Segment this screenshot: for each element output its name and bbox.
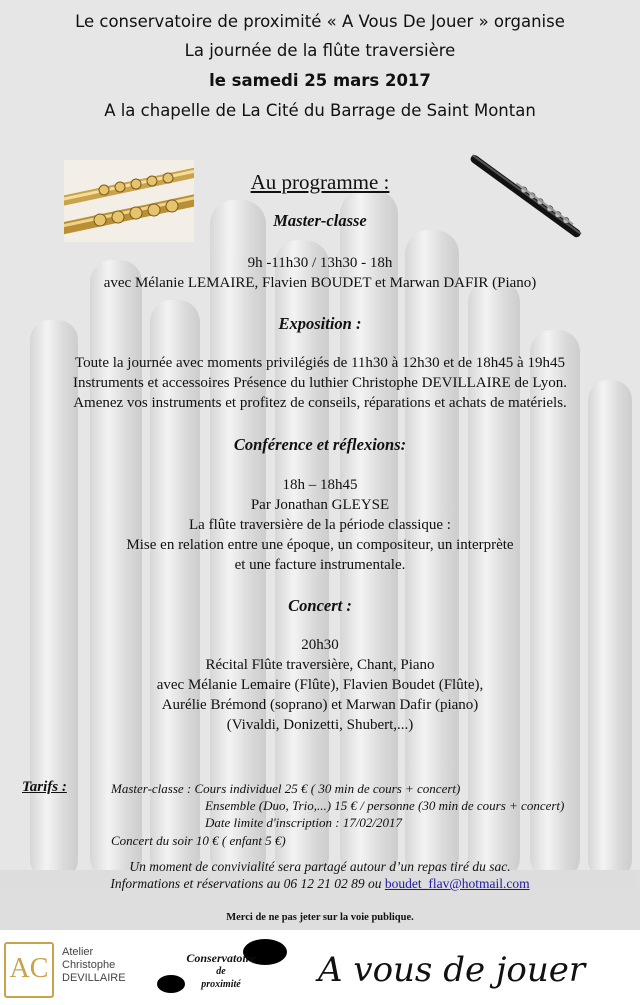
concert-title: Concert : [288, 596, 352, 615]
exposition-line-3: Amenez vos instruments et profitez de conseils, réparations et achats de matériels. [73, 395, 567, 411]
masterclass-teachers: avec Mélanie LEMAIRE, Flavien BOUDET et Marwan DAFIR (Piano) [103, 275, 537, 291]
exposition-line-2: Instruments et accessoires Présence du luthier Christophe DEVILLAIRE de Lyon. [72, 375, 568, 391]
concert-line-2: Récital Flûte traversière, Chant, Piano [205, 657, 435, 673]
tarif-deadline: Date limite d'inscription : 17/02/2017 [205, 815, 403, 830]
masterclass-hours: 9h -11h30 / 13h30 - 18h [247, 255, 393, 271]
tarif-concert: Concert du soir 10 € ( enfant 5 €) [111, 833, 286, 848]
tarif-masterclass: Master-classe : Cours individuel 25 € ( 30 min de cours + concert) [111, 781, 461, 796]
info-contact-text: Informations et réservations au 06 12 21 02 89 ou [110, 876, 385, 891]
atelier-text-2: Christophe [62, 959, 116, 971]
email-link[interactable]: boudet_flav@hotmail.com [384, 876, 530, 891]
tarifs-label: Tarifs : [22, 779, 67, 795]
info-meal: Un moment de convivialité sera partagé autour d’un repas tiré du sac. [129, 859, 511, 874]
atelier-monogram [4, 942, 54, 998]
programme-title: Au programme : [250, 170, 390, 194]
conference-line-3: La flûte traversière de la période classique : [189, 517, 451, 533]
header-venue: A la chapelle de La Cité du Barrage de Saint Montan [104, 101, 536, 120]
header-line-2: La journée de la flûte traversière [184, 41, 456, 60]
header-line-1: Le conservatoire de proximité « A Vous De Jouer » organise [75, 12, 565, 31]
conference-title: Conférence et réflexions: [233, 435, 407, 454]
concert-line-5: (Vivaldi, Donizetti, Shubert,...) [226, 717, 414, 733]
atelier-initials: AC [9, 953, 49, 984]
masterclass-title: Master-classe [273, 211, 367, 230]
avdj-logo [318, 942, 636, 998]
header-date: le samedi 25 mars 2017 [209, 71, 431, 90]
avdj-wordmark: A vous de jouer [318, 950, 586, 990]
concert-line-1: 20h30 [301, 637, 339, 653]
conference-line-2: Par Jonathan GLEYSE [250, 497, 390, 513]
conference-line-4: Mise en relation entre une époque, un compositeur, un interprète [126, 537, 514, 553]
exposition-title: Exposition : [278, 314, 362, 333]
atelier-text-1: Atelier [62, 946, 94, 958]
conservatoire-logo [145, 938, 295, 1002]
exposition-line-1: Toute la journée avec moments privilégiés de 11h30 à 12h30 et de 18h45 à 19h45 [75, 355, 565, 371]
info-contact [0, 876, 640, 892]
conservatoire-text-2: de [216, 966, 226, 977]
atelier-text-3: DEVILLAIRE [62, 972, 126, 984]
footer-note: Merci de ne pas jeter sur la voie publique. [226, 912, 414, 923]
concert-line-3: avec Mélanie Lemaire (Flûte), Flavien Boudet (Flûte), [156, 677, 484, 693]
tarif-ensemble: Ensemble (Duo, Trio,...) 15 € / personne (30 min de cours + concert) [205, 798, 565, 813]
conference-line-1: 18h – 18h45 [282, 477, 358, 493]
conservatoire-text-3: proximité [201, 979, 241, 990]
concert-line-4: Aurélie Brémond (soprano) et Marwan Dafir (piano) [161, 697, 479, 713]
conference-line-5: et une facture instrumentale. [234, 557, 406, 573]
atelier-devillaire-logo [4, 942, 124, 1000]
conservatoire-text-1: Conservatoire [186, 951, 256, 965]
